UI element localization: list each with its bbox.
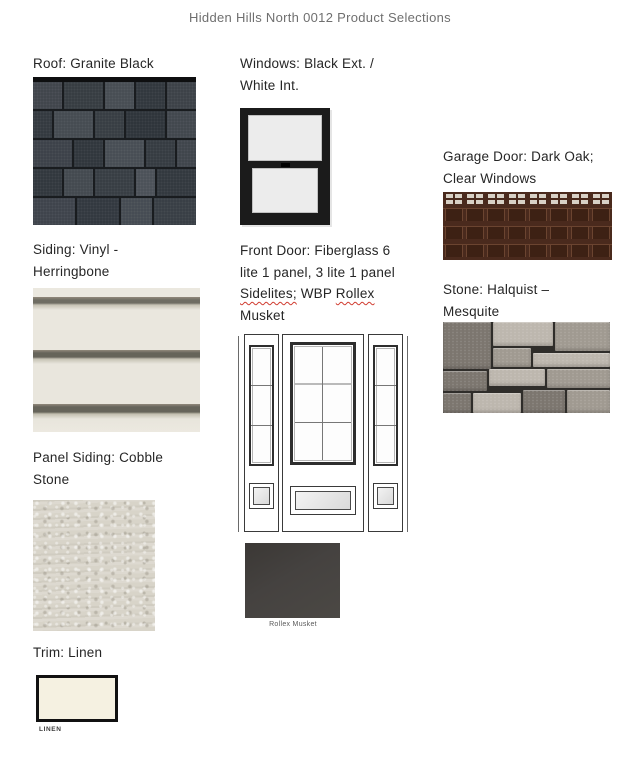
door-6-lite-window bbox=[290, 342, 356, 465]
window-lower-sash bbox=[252, 168, 318, 213]
misspelled-word: Sidelites; bbox=[240, 286, 297, 301]
door-jamb-line bbox=[238, 336, 239, 532]
window-drawing bbox=[240, 108, 330, 225]
garage-windows-row bbox=[443, 192, 612, 206]
linen-swatch-caption: LINEN bbox=[39, 726, 62, 733]
stone-block bbox=[443, 371, 487, 391]
panel-siding-label: Panel Siding: Cobble Stone bbox=[33, 450, 164, 487]
stone-block bbox=[547, 369, 610, 388]
stone-label: Stone: Halquist – Mesquite bbox=[443, 282, 550, 319]
window-sash-lock bbox=[281, 163, 290, 167]
garage-door-image bbox=[443, 192, 612, 260]
shingle-texture bbox=[33, 82, 196, 225]
front-door-label: Front Door: Fiberglass 6 lite 1 panel, 3 lite 1 panel Sidelites; WBP Rollex Musket bbox=[240, 243, 395, 323]
door-slab bbox=[282, 334, 364, 532]
trim-label: Trim: Linen bbox=[33, 645, 103, 660]
page-title: Hidden Hills North 0012 Product Selections bbox=[189, 10, 451, 25]
door-bottom-panel bbox=[290, 486, 356, 515]
stone-block bbox=[567, 390, 610, 413]
front-door-drawing bbox=[238, 334, 408, 534]
siding-swatch-image bbox=[33, 288, 200, 432]
stone-block bbox=[473, 393, 521, 413]
window-upper-sash bbox=[248, 115, 322, 161]
stone-block bbox=[533, 353, 610, 367]
door-left-sidelite bbox=[244, 334, 279, 532]
stone-block bbox=[493, 348, 531, 367]
door-right-sidelite bbox=[368, 334, 403, 532]
siding-label: Siding: Vinyl - Herringbone bbox=[33, 242, 119, 279]
garage-panel-grid bbox=[443, 206, 612, 260]
panel-siding-swatch-image bbox=[33, 500, 155, 631]
trim-linen-swatch bbox=[36, 675, 118, 722]
stone-block bbox=[523, 390, 565, 413]
roof-swatch-image bbox=[33, 77, 196, 225]
sidelite-bottom-panel bbox=[373, 483, 398, 509]
misspelled-word: Rollex bbox=[335, 286, 375, 301]
stone-block bbox=[443, 393, 471, 413]
sidelite-3-lite-window bbox=[249, 345, 274, 466]
sidelite-bottom-panel bbox=[249, 483, 274, 509]
stone-block bbox=[493, 322, 553, 346]
stone-swatch-image bbox=[443, 322, 610, 413]
roof-label: Roof: Granite Black bbox=[33, 56, 154, 71]
door-jamb-line bbox=[407, 336, 408, 532]
windows-label: Windows: Black Ext. / White Int. bbox=[240, 56, 374, 93]
sidelite-3-lite-window bbox=[373, 345, 398, 466]
stone-block bbox=[443, 322, 491, 369]
rollex-musket-caption: Rollex Musket bbox=[269, 621, 317, 628]
stone-block bbox=[555, 322, 610, 351]
garage-door-label: Garage Door: Dark Oak; Clear Windows bbox=[443, 149, 594, 186]
stone-block bbox=[489, 369, 545, 386]
rollex-musket-swatch bbox=[245, 543, 340, 618]
